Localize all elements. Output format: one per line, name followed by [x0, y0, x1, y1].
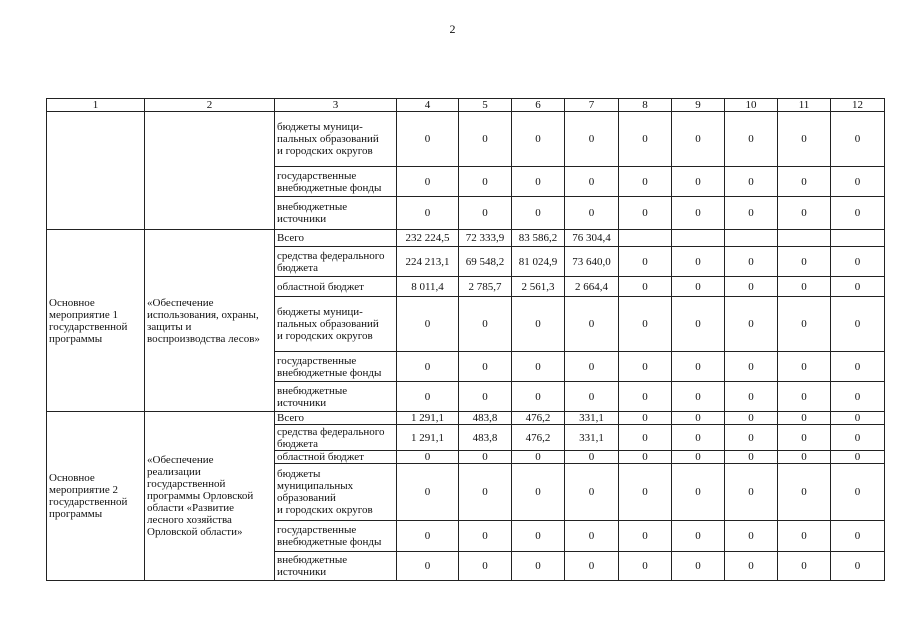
column-number: 7 — [565, 99, 619, 112]
value-cell: 0 — [459, 382, 512, 412]
value-cell: 0 — [512, 167, 565, 197]
table-row — [47, 112, 885, 167]
value-cell: 0 — [619, 552, 672, 581]
funding-source: государственные внебюджетные фонды — [275, 521, 397, 552]
budget-table — [46, 98, 885, 581]
funding-source: областной бюджет — [275, 451, 397, 464]
value-cell: 0 — [397, 451, 459, 464]
value-cell: 0 — [397, 464, 459, 521]
activity-title: «Обеспечение реализации государственной программы Орловской области «Развитие лесного хозяйства Орловской области» — [145, 412, 275, 581]
value-cell: 0 — [619, 247, 672, 277]
value-cell: 224 213,1 — [397, 247, 459, 277]
page-number: 2 — [449, 22, 456, 36]
value-cell: 0 — [672, 197, 725, 230]
empty-cell — [47, 112, 145, 230]
value-cell: 0 — [619, 412, 672, 425]
value-cell: 232 224,5 — [397, 230, 459, 247]
value-cell: 0 — [512, 451, 565, 464]
value-cell: 0 — [725, 112, 778, 167]
funding-source: внебюджетные источники — [275, 552, 397, 581]
value-cell: 0 — [397, 552, 459, 581]
value-cell: 69 548,2 — [459, 247, 512, 277]
value-cell: 2 664,4 — [565, 277, 619, 297]
column-number: 6 — [512, 99, 565, 112]
column-number: 8 — [619, 99, 672, 112]
value-cell: 0 — [778, 521, 831, 552]
value-cell: 0 — [565, 112, 619, 167]
column-number: 5 — [459, 99, 512, 112]
value-cell: 0 — [725, 247, 778, 277]
value-cell: 483,8 — [459, 425, 512, 451]
column-number: 3 — [275, 99, 397, 112]
value-cell: 0 — [459, 112, 512, 167]
value-cell: 0 — [459, 167, 512, 197]
value-cell: 0 — [512, 297, 565, 352]
value-cell: 0 — [565, 297, 619, 352]
column-number: 10 — [725, 99, 778, 112]
value-cell: 0 — [565, 451, 619, 464]
value-cell: 0 — [672, 277, 725, 297]
value-cell: 0 — [672, 451, 725, 464]
value-cell: 0 — [512, 521, 565, 552]
value-cell: 0 — [672, 297, 725, 352]
value-cell: 0 — [778, 552, 831, 581]
value-cell: 0 — [672, 247, 725, 277]
value-cell: 0 — [725, 552, 778, 581]
value-cell: 0 — [512, 464, 565, 521]
funding-source: государственные внебюджетные фонды — [275, 352, 397, 382]
value-cell: 0 — [831, 521, 885, 552]
value-cell: 0 — [778, 197, 831, 230]
value-cell: 0 — [778, 451, 831, 464]
value-cell: 476,2 — [512, 425, 565, 451]
funding-source: средства федерального бюджета — [275, 425, 397, 451]
value-cell: 331,1 — [565, 425, 619, 451]
value-cell: 0 — [831, 382, 885, 412]
value-cell: 0 — [512, 352, 565, 382]
value-cell: 0 — [619, 167, 672, 197]
value-cell: 0 — [672, 464, 725, 521]
value-cell: 0 — [672, 521, 725, 552]
value-cell: 0 — [725, 382, 778, 412]
column-number: 12 — [831, 99, 885, 112]
value-cell: 331,1 — [565, 412, 619, 425]
value-cell: 0 — [619, 521, 672, 552]
empty-cell — [145, 112, 275, 230]
value-cell: 8 011,4 — [397, 277, 459, 297]
value-cell: 0 — [831, 425, 885, 451]
value-cell: 0 — [565, 464, 619, 521]
value-cell: 0 — [778, 112, 831, 167]
value-cell: 0 — [619, 352, 672, 382]
funding-source: бюджеты муници- пальных образований и городских округов — [275, 112, 397, 167]
value-cell: 0 — [619, 277, 672, 297]
value-cell: 0 — [725, 197, 778, 230]
value-cell: 0 — [619, 112, 672, 167]
value-cell: 0 — [778, 297, 831, 352]
value-cell: 0 — [778, 277, 831, 297]
activity-title: «Обеспечение использования, охраны, защиты и воспроизводства лесов» — [145, 230, 275, 412]
value-cell: 0 — [672, 352, 725, 382]
value-cell: 73 640,0 — [565, 247, 619, 277]
value-cell: 0 — [619, 464, 672, 521]
value-cell: 0 — [565, 521, 619, 552]
value-cell: 0 — [831, 352, 885, 382]
funding-source: внебюджетные источники — [275, 382, 397, 412]
funding-source: областной бюджет — [275, 277, 397, 297]
value-cell: 0 — [778, 425, 831, 451]
table-body — [47, 99, 885, 581]
value-cell: 0 — [459, 297, 512, 352]
table-row — [47, 230, 885, 247]
value-cell: 0 — [672, 412, 725, 425]
value-cell: 0 — [459, 464, 512, 521]
value-cell: 0 — [725, 521, 778, 552]
value-cell: 0 — [831, 167, 885, 197]
value-cell: 0 — [831, 297, 885, 352]
value-cell: 0 — [397, 297, 459, 352]
value-cell: 0 — [778, 382, 831, 412]
funding-source: бюджеты муниципальных образований и городских округов — [275, 464, 397, 521]
column-number: 4 — [397, 99, 459, 112]
value-cell: 0 — [459, 521, 512, 552]
value-cell: 0 — [778, 412, 831, 425]
column-number: 2 — [145, 99, 275, 112]
value-cell: 0 — [831, 112, 885, 167]
value-cell: 0 — [512, 552, 565, 581]
value-cell: 0 — [459, 451, 512, 464]
value-cell: 0 — [619, 382, 672, 412]
value-cell — [778, 230, 831, 247]
value-cell: 0 — [397, 382, 459, 412]
value-cell: 0 — [831, 197, 885, 230]
value-cell: 0 — [565, 552, 619, 581]
activity-name: Основное мероприятие 1 государственной программы — [47, 230, 145, 412]
value-cell: 1 291,1 — [397, 412, 459, 425]
value-cell: 0 — [778, 352, 831, 382]
value-cell: 0 — [565, 167, 619, 197]
value-cell: 0 — [725, 425, 778, 451]
value-cell: 0 — [778, 464, 831, 521]
funding-source: бюджеты муници- пальных образований и городских округов — [275, 297, 397, 352]
value-cell: 0 — [672, 552, 725, 581]
activity-name: Основное мероприятие 2 государственной программы — [47, 412, 145, 581]
value-cell: 0 — [397, 352, 459, 382]
value-cell: 0 — [725, 464, 778, 521]
column-number: 11 — [778, 99, 831, 112]
value-cell: 81 024,9 — [512, 247, 565, 277]
funding-source: внебюджетные источники — [275, 197, 397, 230]
value-cell: 2 561,3 — [512, 277, 565, 297]
value-cell: 76 304,4 — [565, 230, 619, 247]
value-cell: 0 — [512, 112, 565, 167]
value-cell: 0 — [619, 425, 672, 451]
value-cell: 0 — [397, 112, 459, 167]
value-cell: 0 — [619, 297, 672, 352]
column-number: 1 — [47, 99, 145, 112]
column-number: 9 — [672, 99, 725, 112]
value-cell: 0 — [397, 197, 459, 230]
value-cell: 0 — [672, 112, 725, 167]
value-cell: 476,2 — [512, 412, 565, 425]
value-cell: 0 — [725, 451, 778, 464]
value-cell: 1 291,1 — [397, 425, 459, 451]
column-number-row — [47, 99, 885, 112]
funding-source: Всего — [275, 412, 397, 425]
value-cell: 0 — [619, 197, 672, 230]
value-cell: 0 — [397, 521, 459, 552]
value-cell: 0 — [725, 352, 778, 382]
value-cell: 0 — [672, 425, 725, 451]
value-cell: 0 — [565, 197, 619, 230]
value-cell: 0 — [725, 277, 778, 297]
value-cell: 483,8 — [459, 412, 512, 425]
value-cell: 0 — [512, 197, 565, 230]
value-cell: 0 — [672, 167, 725, 197]
value-cell: 0 — [459, 197, 512, 230]
value-cell: 0 — [725, 167, 778, 197]
funding-source: государственные внебюджетные фонды — [275, 167, 397, 197]
value-cell: 2 785,7 — [459, 277, 512, 297]
value-cell — [831, 230, 885, 247]
value-cell: 0 — [512, 382, 565, 412]
value-cell: 83 586,2 — [512, 230, 565, 247]
value-cell: 0 — [565, 352, 619, 382]
value-cell: 0 — [725, 297, 778, 352]
value-cell: 0 — [778, 167, 831, 197]
value-cell: 0 — [831, 412, 885, 425]
value-cell: 0 — [725, 412, 778, 425]
value-cell: 0 — [831, 451, 885, 464]
table-row — [47, 412, 885, 425]
value-cell: 0 — [672, 382, 725, 412]
value-cell: 0 — [831, 247, 885, 277]
value-cell: 0 — [459, 352, 512, 382]
value-cell: 0 — [619, 451, 672, 464]
value-cell: 0 — [397, 167, 459, 197]
value-cell — [672, 230, 725, 247]
value-cell: 72 333,9 — [459, 230, 512, 247]
value-cell: 0 — [778, 247, 831, 277]
funding-source: средства федерального бюджета — [275, 247, 397, 277]
value-cell: 0 — [831, 552, 885, 581]
value-cell: 0 — [831, 277, 885, 297]
value-cell: 0 — [565, 382, 619, 412]
value-cell — [725, 230, 778, 247]
value-cell: 0 — [459, 552, 512, 581]
value-cell — [619, 230, 672, 247]
value-cell: 0 — [831, 464, 885, 521]
funding-source: Всего — [275, 230, 397, 247]
